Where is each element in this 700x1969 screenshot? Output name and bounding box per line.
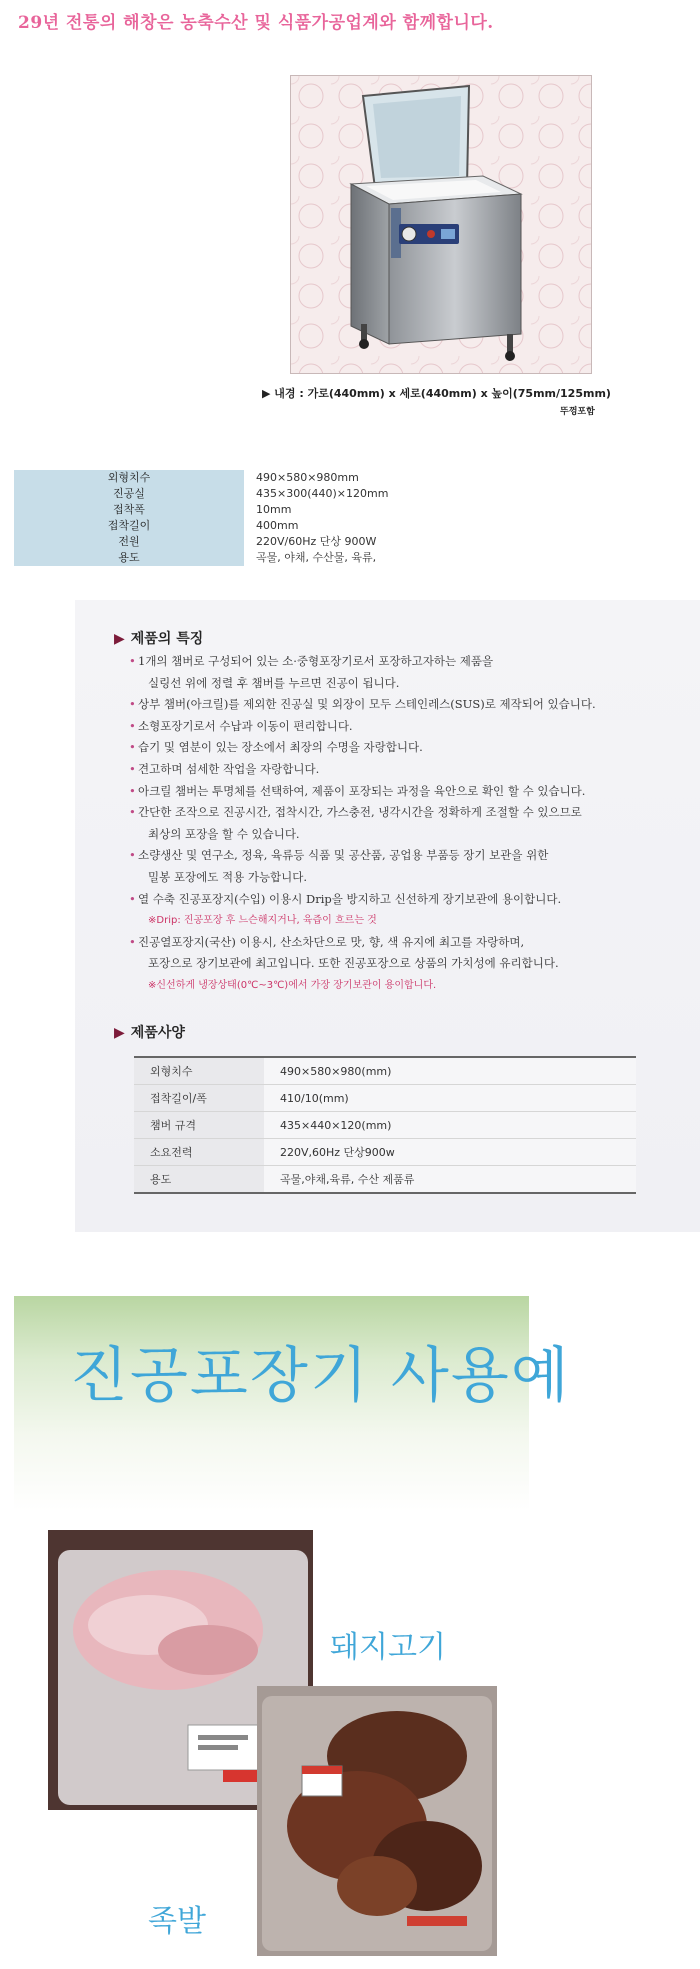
spec-key: 전원 <box>14 534 244 550</box>
spec-table-1 <box>14 470 696 566</box>
spec-table-2 <box>134 1056 636 1194</box>
bullet-icon: • <box>129 697 136 712</box>
list-item: • 열 수축 진공포장지(수입) 이용시 Drip을 방지하고 신선하게 장기보관에 용이합니다. ※Drip: 진공포장 후 느슨해지거나, 육즙이 흐르는 것 <box>138 889 698 932</box>
pork-caption: 돼지고기 <box>330 1630 446 1665</box>
vacuum-packer-illustration <box>291 76 591 373</box>
list-item: • 소량생산 및 연구소, 정육, 육류등 식품 및 공산품, 공업용 부품등 장기 보관을 위한 밀봉 포장에도 적용 가능합니다. <box>138 845 698 888</box>
spec-value: 220V,60Hz 단상900w <box>264 1139 636 1166</box>
inner-dimensions-sub: 뚜껑포함 <box>560 407 595 417</box>
trotter-illustration <box>257 1686 497 1956</box>
spec-key: 접착길이 <box>14 518 244 534</box>
trotter-package-photo <box>257 1686 497 1956</box>
spec-value: 220V/60Hz 단상 900W <box>256 535 377 548</box>
list-item: • 진공열포장지(국산) 이용시, 산소차단으로 맛, 향, 색 유지에 최고를 자랑하며, 포장으로 장기보관에 최고입니다. 또한 진공포장으로 상품의 가치성에 유리합니다. ※신선하게 냉장상태(0℃~3℃)에서 가장 장기보관이 용이합니다. <box>138 932 698 997</box>
list-item: • 간단한 조작으로 진공시간, 접착시간, 가스충전, 냉각시간을 정확하게 조절할 수 있으므로 최상의 포장을 할 수 있습니다. <box>138 802 698 845</box>
trotter-caption: 족발 <box>148 1904 206 1939</box>
spec-value: 400mm <box>256 519 299 532</box>
features-title: 제품의 특징 <box>130 631 204 647</box>
spec-key: 접착폭 <box>14 502 244 518</box>
spec-key: 소요전력 <box>134 1139 264 1166</box>
bullet-icon: • <box>129 848 136 863</box>
bullet-icon: • <box>129 805 136 820</box>
spec-key: 진공실 <box>14 486 244 502</box>
page-headline: 29년 전통의 해창은 농축수산 및 식품가공업계와 함께합니다. <box>18 13 494 33</box>
spec-key: 외형치수 <box>14 470 244 486</box>
table-row <box>134 1057 636 1085</box>
features-heading <box>114 628 203 648</box>
bullet-icon: • <box>129 783 136 798</box>
table-row <box>14 470 696 486</box>
table-row <box>14 518 696 534</box>
spec-title: 제품사양 <box>130 1025 185 1041</box>
spec-value: 490×580×980mm <box>256 471 359 484</box>
list-item: • 1개의 챔버로 구성되어 있는 소·중형포장기로서 포장하고자하는 제품을 실링선 위에 정렬 후 챔버를 누르면 진공이 됩니다. <box>138 651 698 694</box>
table-row <box>14 550 696 566</box>
storage-note: ※신선하게 냉장상태(0℃~3℃)에서 가장 장기보관이 용이합니다. <box>148 979 437 991</box>
table-row <box>134 1112 636 1139</box>
table-row <box>14 534 696 550</box>
table-row <box>134 1166 636 1194</box>
inner-dimensions-note: ▶ 내경 : 가로(440mm) x 세로(440mm) x 높이(75mm/125mm) <box>262 387 611 400</box>
banner-title: 진공포장기 사용예 <box>70 1341 571 1411</box>
vacuum-packer-photo <box>290 75 592 374</box>
spec-key: 용도 <box>14 550 244 566</box>
bullet-icon: • <box>129 740 136 755</box>
spec-key: 챔버 규격 <box>134 1112 264 1139</box>
spec-heading <box>114 1022 185 1042</box>
spec-value: 410/10(mm) <box>264 1085 636 1112</box>
table-row <box>134 1139 636 1166</box>
table-row <box>14 486 696 502</box>
spec-value: 435×300(440)×120mm <box>256 487 389 500</box>
spec-value: 곡물, 야채, 수산물, 육류, <box>256 551 377 564</box>
bullet-icon: • <box>129 934 136 949</box>
bullet-icon: • <box>129 654 136 668</box>
triangle-bullet-icon: ▶ <box>114 631 125 647</box>
bullet-icon: • <box>129 891 136 906</box>
list-item: • 아크릴 챔버는 투명체를 선택하여, 제품이 포장되는 과정을 육안으로 확인 할 수 있습니다. <box>138 781 698 803</box>
bullet-icon: • <box>129 761 136 776</box>
spec-key: 접착길이/폭 <box>134 1085 264 1112</box>
bullet-icon: • <box>129 718 136 733</box>
table-row <box>134 1085 636 1112</box>
spec-value: 곡물,야채,육류, 수산 제품류 <box>264 1166 636 1194</box>
spec-value: 435×440×120(mm) <box>264 1112 636 1139</box>
list-item: • 상부 챔버(아크릴)를 제외한 진공실 및 외장이 모두 스테인레스(SUS)로 제작되어 있습니다. <box>138 694 698 716</box>
triangle-bullet-icon: ▶ <box>114 1025 125 1041</box>
spec-key: 용도 <box>134 1166 264 1194</box>
spec-value: 490×580×980(mm) <box>264 1057 636 1085</box>
feature-list <box>129 651 698 997</box>
spec-key: 외형치수 <box>134 1057 264 1085</box>
table-row <box>14 502 696 518</box>
list-item: • 소형포장기로서 수납과 이동이 편리합니다. <box>138 716 698 738</box>
drip-note: ※Drip: 진공포장 후 느슨해지거나, 육즙이 흐르는 것 <box>148 915 377 927</box>
spec-value: 10mm <box>256 503 292 516</box>
list-item: • 견고하며 섬세한 작업을 자랑합니다. <box>138 759 698 781</box>
list-item: • 습기 및 염분이 있는 장소에서 최장의 수명을 자랑합니다. <box>138 737 698 759</box>
